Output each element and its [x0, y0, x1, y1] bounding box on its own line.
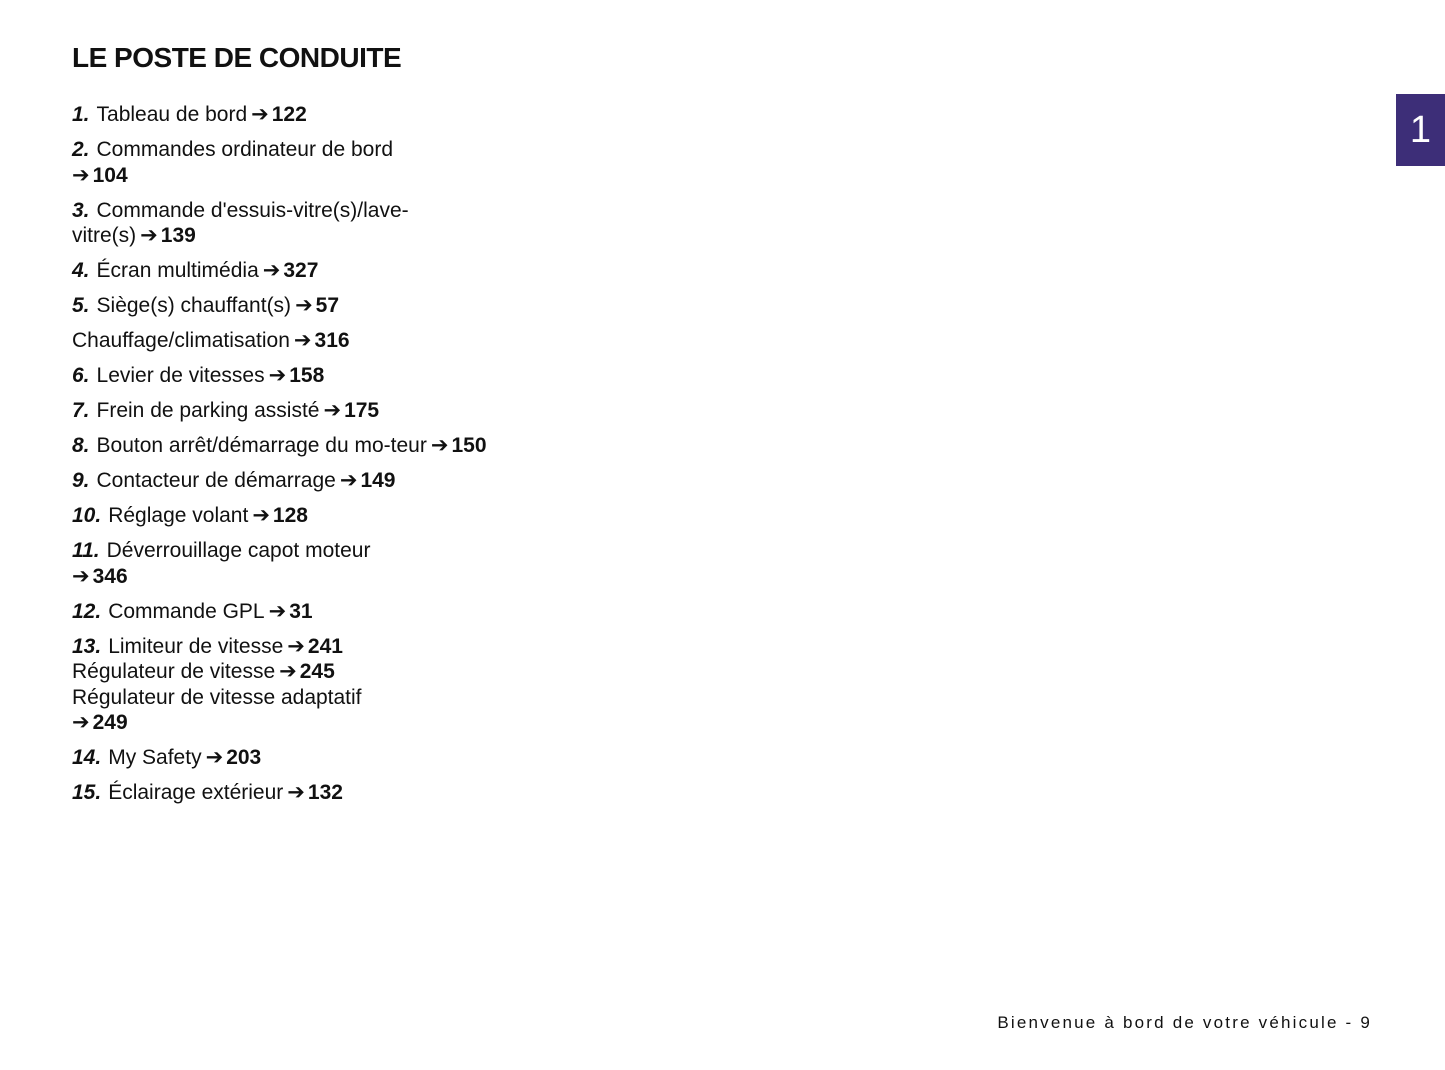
- toc-item: [72, 328, 492, 354]
- toc-line: [72, 137, 492, 188]
- toc-item: [72, 468, 492, 494]
- item-label: Déverrouillage capot moteur: [106, 539, 371, 562]
- toc-line: [72, 745, 492, 771]
- item-label: Écran multimédia: [96, 259, 259, 282]
- item-number: 9.: [72, 469, 90, 492]
- chapter-tab[interactable]: 1: [1396, 94, 1445, 166]
- page-reference-link[interactable]: 132: [307, 781, 343, 804]
- page-reference-link[interactable]: 149: [360, 469, 396, 492]
- item-number: 13.: [72, 634, 102, 658]
- item-number: 10.: [72, 504, 102, 527]
- page-reference-link[interactable]: 249: [92, 711, 128, 734]
- item-label: Siège(s) chauffant(s): [96, 294, 292, 317]
- toc-line: [72, 538, 492, 589]
- page-reference-link[interactable]: 31: [289, 599, 313, 623]
- arrow-right-icon: ➔: [279, 660, 297, 683]
- item-label: Chauffage/climatisation: [72, 329, 290, 352]
- item-label: Limiteur de vitesse: [108, 634, 284, 658]
- item-number: 8.: [72, 434, 90, 457]
- toc-item: [72, 398, 492, 424]
- toc-line: [72, 780, 492, 806]
- arrow-right-icon: ➔: [72, 711, 90, 734]
- arrow-right-icon: ➔: [268, 364, 287, 387]
- item-label: Contacteur de démarrage: [96, 469, 336, 492]
- page-reference-link[interactable]: 346: [92, 564, 128, 588]
- item-number: 3.: [72, 198, 90, 222]
- page-footer: Bienvenue à bord de votre véhicule - 9: [997, 1013, 1372, 1032]
- arrow-right-icon: ➔: [339, 469, 358, 492]
- toc-line: [72, 363, 492, 389]
- toc-line: [72, 433, 492, 459]
- toc-line: [72, 328, 492, 354]
- toc-item: [72, 599, 492, 625]
- item-label: Commandes ordinateur de bord: [96, 138, 394, 161]
- arrow-right-icon: ➔: [268, 599, 287, 623]
- toc-item: [72, 363, 492, 389]
- toc-line: [72, 398, 492, 424]
- item-label: Régulateur de vitesse: [72, 660, 276, 683]
- toc-item: [72, 745, 492, 771]
- item-number: 15.: [72, 781, 102, 804]
- page-reference-link[interactable]: 175: [344, 399, 380, 422]
- item-label: Frein de parking assisté: [96, 399, 320, 422]
- item-number: 14.: [72, 746, 102, 769]
- page-reference-link[interactable]: 316: [314, 329, 350, 352]
- arrow-right-icon: ➔: [430, 434, 449, 457]
- item-number: 2.: [72, 138, 90, 161]
- page-reference-link[interactable]: 245: [299, 660, 335, 683]
- item-label: Commande d'essuis-vitre(s)/lave-vitre(s): [72, 198, 409, 247]
- page-reference-link[interactable]: 139: [160, 224, 196, 247]
- item-label: Levier de vitesses: [96, 364, 265, 387]
- page-reference-link[interactable]: 203: [226, 746, 262, 769]
- item-number: 7.: [72, 399, 90, 422]
- arrow-right-icon: ➔: [287, 781, 305, 804]
- page-reference-link[interactable]: 150: [451, 434, 487, 457]
- toc-line: [72, 503, 492, 529]
- arrow-right-icon: ➔: [293, 329, 312, 352]
- arrow-right-icon: ➔: [251, 103, 269, 126]
- page-reference-link[interactable]: 122: [271, 103, 307, 126]
- item-label: Bouton arrêt/démarrage du mo-teur: [96, 434, 427, 457]
- item-number: 12.: [72, 599, 102, 623]
- toc-item: [72, 258, 492, 284]
- page-reference-link[interactable]: 57: [315, 294, 340, 317]
- toc-item: [72, 433, 492, 459]
- toc-item: [72, 293, 492, 319]
- toc-item: [72, 634, 492, 736]
- toc-line: [72, 293, 492, 319]
- toc-line: [72, 634, 492, 660]
- toc-line: [72, 102, 492, 128]
- arrow-right-icon: ➔: [287, 634, 305, 658]
- item-number: 1.: [72, 103, 90, 126]
- arrow-right-icon: ➔: [262, 259, 281, 282]
- arrow-right-icon: ➔: [323, 399, 342, 422]
- toc-item: [72, 780, 492, 806]
- toc-item: [72, 102, 492, 128]
- toc-item: [72, 503, 492, 529]
- arrow-right-icon: ➔: [205, 746, 224, 769]
- toc-item: [72, 137, 492, 188]
- item-number: 5.: [72, 294, 90, 317]
- item-label: Éclairage extérieur: [108, 781, 284, 804]
- page-reference-link[interactable]: 128: [272, 504, 308, 527]
- item-label: Régulateur de vitesse adaptatif: [72, 685, 362, 709]
- item-label: Réglage volant: [108, 504, 249, 527]
- arrow-right-icon: ➔: [72, 163, 90, 187]
- page-reference-link[interactable]: 158: [289, 364, 325, 387]
- toc-line: [72, 599, 492, 625]
- item-number: 4.: [72, 259, 90, 282]
- item-label: My Safety: [108, 746, 202, 769]
- item-number: 11.: [72, 539, 100, 562]
- toc-line: [72, 685, 492, 736]
- toc-line: [72, 258, 492, 284]
- toc-line: [72, 198, 492, 249]
- item-label: Commande GPL: [108, 599, 265, 623]
- arrow-right-icon: ➔: [140, 224, 158, 247]
- toc-list: [72, 102, 492, 815]
- page-reference-link[interactable]: 327: [283, 259, 319, 282]
- item-number: 6.: [72, 364, 90, 387]
- arrow-right-icon: ➔: [72, 564, 90, 588]
- arrow-right-icon: ➔: [252, 504, 270, 527]
- toc-line: [72, 659, 492, 685]
- arrow-right-icon: ➔: [295, 294, 313, 317]
- toc-line: [72, 468, 492, 494]
- page-reference-link[interactable]: 104: [92, 163, 128, 187]
- page-reference-link[interactable]: 241: [307, 634, 343, 658]
- toc-item: [72, 538, 492, 589]
- page-title: LE POSTE DE CONDUITE: [72, 42, 402, 73]
- item-label: Tableau de bord: [96, 103, 248, 126]
- toc-item: [72, 198, 492, 249]
